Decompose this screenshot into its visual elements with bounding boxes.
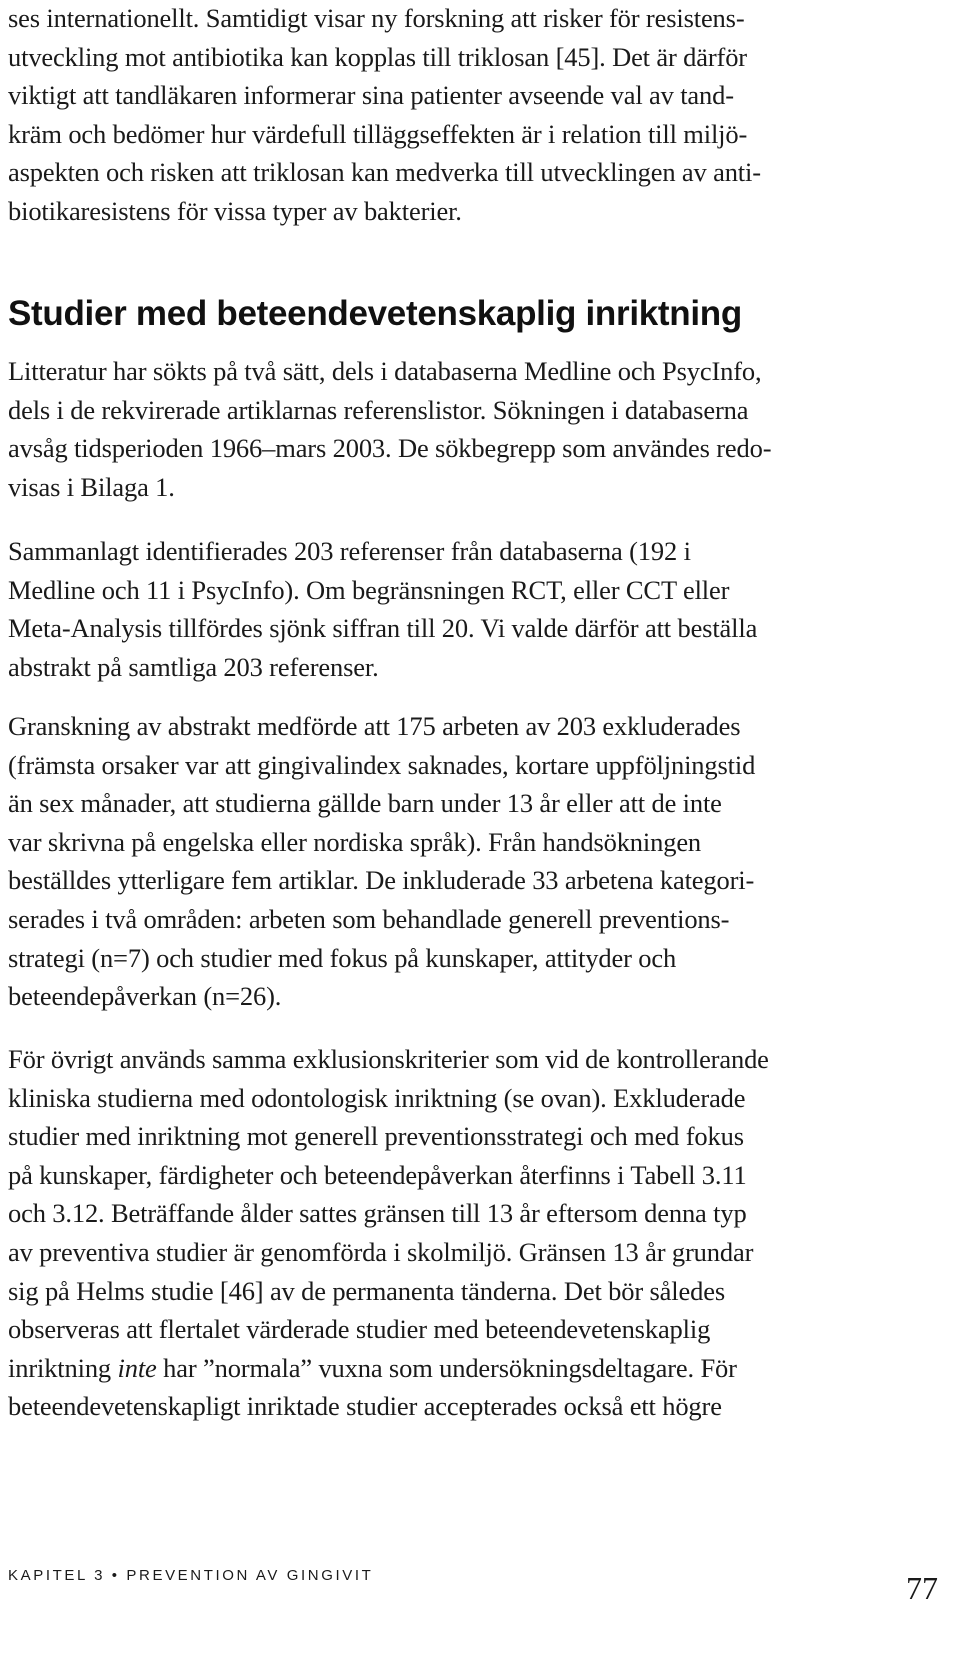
text-line: dels i de rekvirerade artiklarnas referenslistor. Sökningen i databaserna <box>8 394 749 425</box>
text-line: och 3.12. Beträffande ålder sattes gränsen till 13 år eftersom denna typ <box>8 1198 747 1229</box>
text-line: observeras att flertalet värderade studier med beteendevetenskaplig <box>8 1314 711 1345</box>
text-line: ses internationellt. Samtidigt visar ny forskning att risker för resistens- <box>8 3 745 33</box>
page-footer <box>8 1566 938 1626</box>
text-line: abstrakt på samtliga 203 referenser. <box>8 651 379 682</box>
text-line: studier med inriktning mot generell preventionsstrategi och med fokus <box>8 1121 744 1152</box>
text-line: strategi (n=7) och studier med fokus på kunskaper, attityder och <box>8 942 677 973</box>
text-line: Meta-Analysis tillfördes sjönk siffran till 20. Vi valde därför att beställa <box>8 613 758 644</box>
text-line: Litteratur har sökts på två sätt, dels i databaserna Medline och PsycInfo, <box>8 356 762 386</box>
paragraph-exclusion-criteria <box>8 1040 769 1426</box>
text-line: Medline och 11 i PsycInfo). Om begränsningen RCT, eller CCT eller <box>8 574 730 605</box>
text-line: (främsta orsaker var att gingivalindex saknades, kortare uppföljningstid <box>8 749 756 780</box>
text-line: För övrigt används samma exklusionskriterier som vid de kontrollerande <box>8 1044 769 1074</box>
intro-paragraph <box>8 0 761 231</box>
text-line: beteendepåverkan (n=26). <box>8 981 282 1012</box>
text-line: av preventiva studier är genomförda i skolmiljö. Gränsen 13 år grundar <box>8 1236 754 1267</box>
paragraph-abstract-review <box>8 707 755 1016</box>
paragraph-references-identified <box>8 532 757 686</box>
text-line: avsåg tidsperioden 1966–mars 2003. De sökbegrepp som användes redo- <box>8 433 772 464</box>
text-line-with-emphasis <box>8 1349 769 1388</box>
text-segment: har ”normala” vuxna som undersökningsdeltagare. För <box>156 1352 737 1383</box>
text-line: än sex månader, att studierna gällde barn under 13 år eller att de inte <box>8 788 722 819</box>
text-line: visas i Bilaga 1. <box>8 471 175 502</box>
text-line: viktigt att tandläkaren informerar sina patienter avseende val av tand- <box>8 80 734 111</box>
section-heading: Studier med beteendevetenskaplig inriktning <box>8 294 742 333</box>
text-line: beteendevetenskapligt inriktade studier accepterades också ett högre <box>8 1391 722 1422</box>
emphasized-word: inte <box>117 1352 157 1383</box>
text-line: på kunskaper, färdigheter och beteendepåverkan återfinns i Tabell 3.11 <box>8 1159 747 1190</box>
text-line: serades i två områden: arbeten som behandlade generell preventions- <box>8 903 730 934</box>
paragraph-literature-search <box>8 352 771 506</box>
text-line: kräm och bedömer hur värdefull tilläggseffekten är i relation till miljö- <box>8 118 748 149</box>
text-line: biotikaresistens för vissa typer av bakterier. <box>8 195 462 226</box>
page-number: 77 <box>906 1570 938 1606</box>
text-segment: inriktning <box>8 1352 118 1383</box>
text-line: kliniska studierna med odontologisk inriktning (se ovan). Exkluderade <box>8 1082 746 1113</box>
text-line: aspekten och risken att triklosan kan medverka till utvecklingen av anti- <box>8 157 761 188</box>
text-line: utveckling mot antibiotika kan kopplas till triklosan [45]. Det är därför <box>8 41 747 72</box>
text-line: beställdes ytterligare fem artiklar. De inkluderade 33 arbetena kategori- <box>8 865 755 896</box>
text-line: sig på Helms studie [46] av de permanenta tänderna. Det bör således <box>8 1275 725 1306</box>
text-line: Sammanlagt identifierades 203 referenser från databaserna (192 i <box>8 536 691 566</box>
text-line: var skrivna på engelska eller nordiska språk). Från handsökningen <box>8 826 702 857</box>
text-line: Granskning av abstrakt medförde att 175 arbeten av 203 exkluderades <box>8 711 741 741</box>
running-title: KAPITEL 3 • PREVENTION AV GINGIVIT <box>8 1567 374 1584</box>
